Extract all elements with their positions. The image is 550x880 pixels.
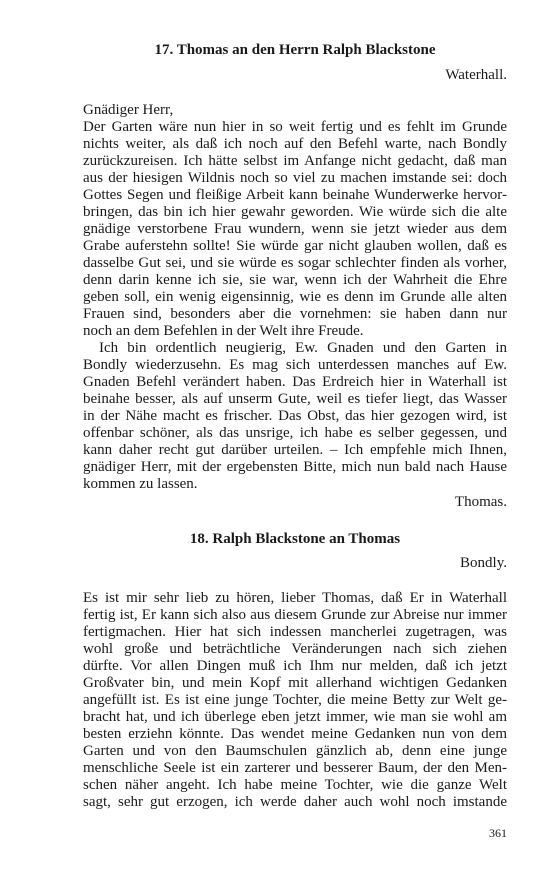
text-line: wohl große und beträchtliche Veränderungen nach sich ziehen bbox=[83, 641, 507, 657]
text-line: aus der hiesigen Wildnis noch so viel zu machen imstande sei: doch bbox=[83, 170, 507, 186]
text-line: kann daher recht gut darüber urteilen. – Ich empfehle mich Ihnen, bbox=[83, 442, 507, 458]
text-line: schen näher angeht. Ich habe meine Tochter, wie die ganze Welt bbox=[83, 777, 507, 793]
text-line: bringen, das bin ich hier gewahr geworden. Wie würde sich die alte bbox=[83, 204, 507, 220]
text-line: menschliche Seele ist ein zarterer und besserer Baum, der den Men- bbox=[83, 760, 507, 776]
letter-heading: 18. Ralph Blackstone an Thomas bbox=[189, 531, 401, 547]
text-line: bracht hat, und ich überlege eben jetzt immer, wie man sie wohl am bbox=[83, 709, 507, 725]
text-line: Gottes Segen und fleißige Arbeit kann beinahe Wunderwerke hervor- bbox=[83, 187, 507, 203]
letter-heading: 17. Thomas an den Herrn Ralph Blackstone bbox=[154, 42, 436, 58]
text-line: Ich bin ordentlich neugierig, Ew. Gnaden und den Garten in bbox=[99, 340, 507, 356]
text-line: gnädiger Herr, mit der ergebensten Bitte, mich nun bald nach Hause bbox=[83, 459, 507, 475]
salutation: Gnädiger Herr, bbox=[83, 102, 174, 118]
text-line: nichts weiter, als daß ich noch auf den Befehl warte, nach Bondly bbox=[83, 136, 507, 152]
text-line: fertigmachen. Hier hat sich indessen mancherlei zugetragen, was bbox=[83, 624, 507, 640]
text-line: angefüllt ist. Es ist eine junge Tochter, die meine Betty zur Welt ge- bbox=[83, 692, 507, 708]
text-line: zurückzureisen. Ich hätte selbst im Anfange nicht gedacht, daß man bbox=[83, 153, 507, 169]
text-line: dasselbe Gut sei, und sie würde es sogar schlechter finden als vorher, bbox=[83, 255, 507, 271]
letter-place: Bondly. bbox=[460, 555, 507, 571]
text-line: kommen zu lassen. bbox=[83, 476, 198, 492]
text-line: besten erziehn könnte. Das wendet meine Gedanken nun von dem bbox=[83, 726, 507, 742]
text-line: offenbar schöner, als das unsrige, ich habe es selber gegessen, und bbox=[83, 425, 507, 441]
page-number: 361 bbox=[489, 826, 507, 840]
text-line: Der Garten wäre nun hier in so weit fertig und es fehlt im Grunde bbox=[83, 119, 507, 135]
text-line: Großvater bin, und mein Kopf mit allerhand wichtigen Gedanken bbox=[83, 675, 507, 691]
text-line: gnädige verstorbene Frau wundern, wenn sie jetzt wieder aus dem bbox=[83, 221, 507, 237]
text-line: Garten und von den Baumschulen gänzlich ab, denn eine junge bbox=[83, 743, 507, 759]
text-line: sagt, sehr gut erzogen, ich werde daher auch wohl noch imstande bbox=[83, 794, 507, 810]
text-line: Es ist mir sehr lieb zu hören, lieber Thomas, daß Er in Waterhall bbox=[83, 590, 507, 606]
text-line: Gnaden Befehl verändert haben. Das Erdreich hier in Waterhall ist bbox=[83, 374, 507, 390]
text-line: beinahe besser, als auf unserm Gute, weil es tiefer liegt, das Wasser bbox=[83, 391, 507, 407]
text-line: Frauen sind, besonders aber die vornehmen: sie haben dann nur bbox=[83, 306, 507, 322]
text-line: geben soll, ein wenig eigensinnig, wie es denn im Grunde alle alten bbox=[83, 289, 507, 305]
text-line: in der Nähe macht es frischer. Das Obst, das hier gezogen wird, ist bbox=[83, 408, 507, 424]
text-line: Grabe auferstehn sollte! Sie würde gar nicht glauben wollen, daß es bbox=[83, 238, 507, 254]
text-line: Bondly wiederzusehn. Es mag sich unterdessen manches auf Ew. bbox=[83, 357, 507, 373]
text-line: denn darin kenne ich sie, sie war, wenn ich der Wahrheit die Ehre bbox=[83, 272, 507, 288]
text-line: dürfte. Vor allen Dingen muß ich Ihm nur melden, daß ich jetzt bbox=[83, 658, 507, 674]
text-line: fertig ist, Er kann sich also aus diesem Grunde zur Abreise nur immer bbox=[83, 607, 507, 623]
text-line: noch an dem Befehlen in der Welt ihre Freude. bbox=[83, 323, 364, 339]
letter-place: Waterhall. bbox=[445, 67, 507, 83]
letter-signature: Thomas. bbox=[454, 494, 507, 510]
